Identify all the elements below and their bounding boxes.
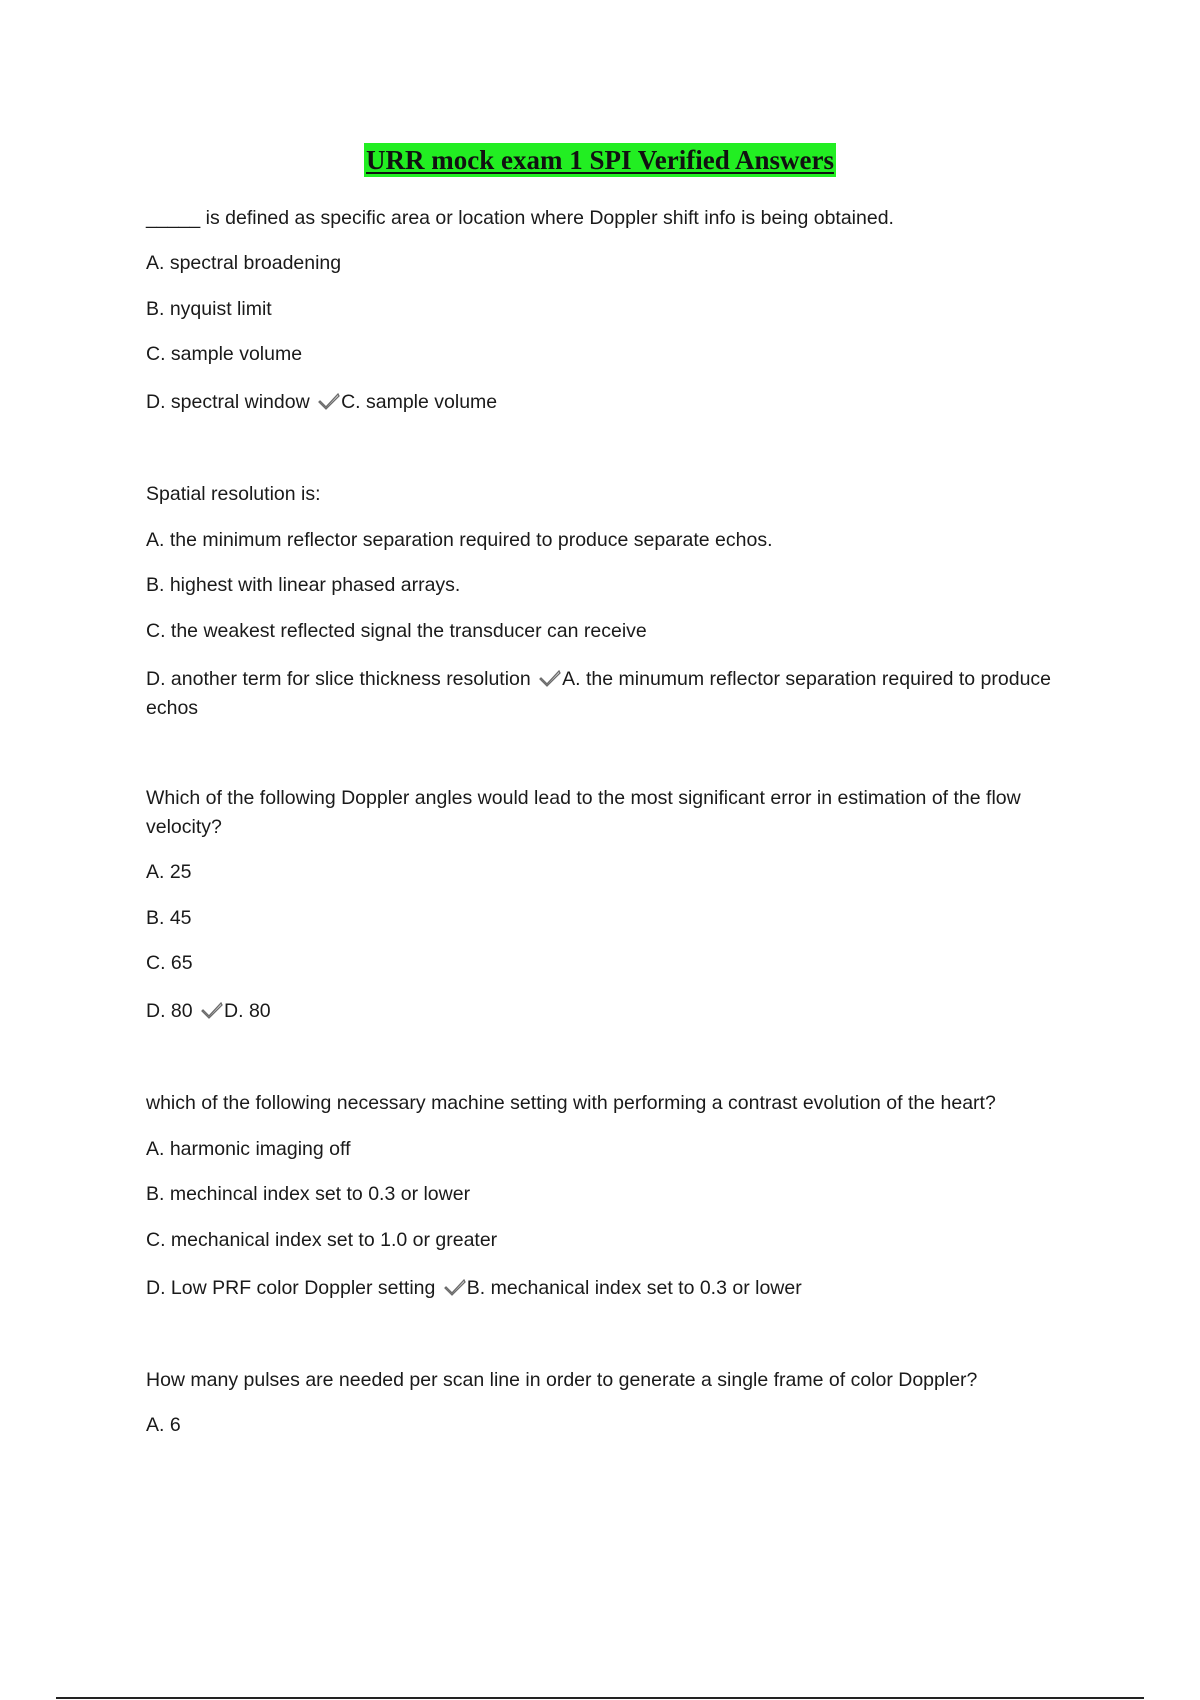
- question-prompt: How many pulses are needed per scan line in order to generate a single frame of color Doppler?: [146, 1369, 978, 1391]
- option: C. 65: [146, 952, 193, 974]
- question-prompt: _____ is defined as specific area or location where Doppler shift info is being obtained.: [146, 207, 894, 229]
- option: C. sample volume: [146, 343, 303, 365]
- option: A. 25: [146, 861, 192, 883]
- option-with-answer: [146, 388, 1086, 417]
- footer-divider: [56, 1697, 1144, 1699]
- check-icon: [539, 669, 561, 687]
- option: C. mechanical index set to 1.0 or greater: [146, 1229, 498, 1251]
- option: D. spectral window: [146, 391, 310, 413]
- answer: B. mechanical index set to 0.3 or lower: [466, 1277, 802, 1299]
- option: B. 45: [146, 907, 192, 929]
- question-prompt: which of the following necessary machine setting with performing a contrast evolution of the heart?: [146, 1092, 996, 1114]
- option: D. Low PRF color Doppler setting: [146, 1277, 436, 1299]
- option: B. mechincal index set to 0.3 or lower: [146, 1183, 471, 1205]
- option: A. the minimum reflector separation required to produce separate echos.: [146, 529, 773, 551]
- answer: A. the minumum reflector separation required to produce echos: [146, 668, 1052, 719]
- option-with-answer: [146, 997, 1086, 1026]
- option-with-answer: [146, 1274, 1086, 1303]
- option: D. another term for slice thickness resolution: [146, 668, 531, 690]
- option: B. highest with linear phased arrays.: [146, 574, 461, 596]
- document-title: URR mock exam 1 SPI Verified Answers: [366, 145, 834, 175]
- check-icon: [201, 1001, 223, 1019]
- question-prompt: Spatial resolution is:: [146, 483, 321, 505]
- option: A. harmonic imaging off: [146, 1138, 351, 1160]
- answer: C. sample volume: [341, 391, 498, 413]
- question-prompt: Which of the following Doppler angles would lead to the most significant error in estimation of the flow velocity?: [146, 787, 1021, 838]
- title-container: [0, 143, 1200, 177]
- check-icon: [318, 392, 340, 410]
- option: D. 80: [146, 1000, 193, 1022]
- answer: D. 80: [224, 1000, 271, 1022]
- option: A. spectral broadening: [146, 252, 342, 274]
- option-with-answer: [146, 665, 1086, 723]
- option: C. the weakest reflected signal the transducer can receive: [146, 620, 647, 642]
- option: A. 6: [146, 1414, 181, 1436]
- check-icon: [444, 1278, 466, 1296]
- option: B. nyquist limit: [146, 298, 272, 320]
